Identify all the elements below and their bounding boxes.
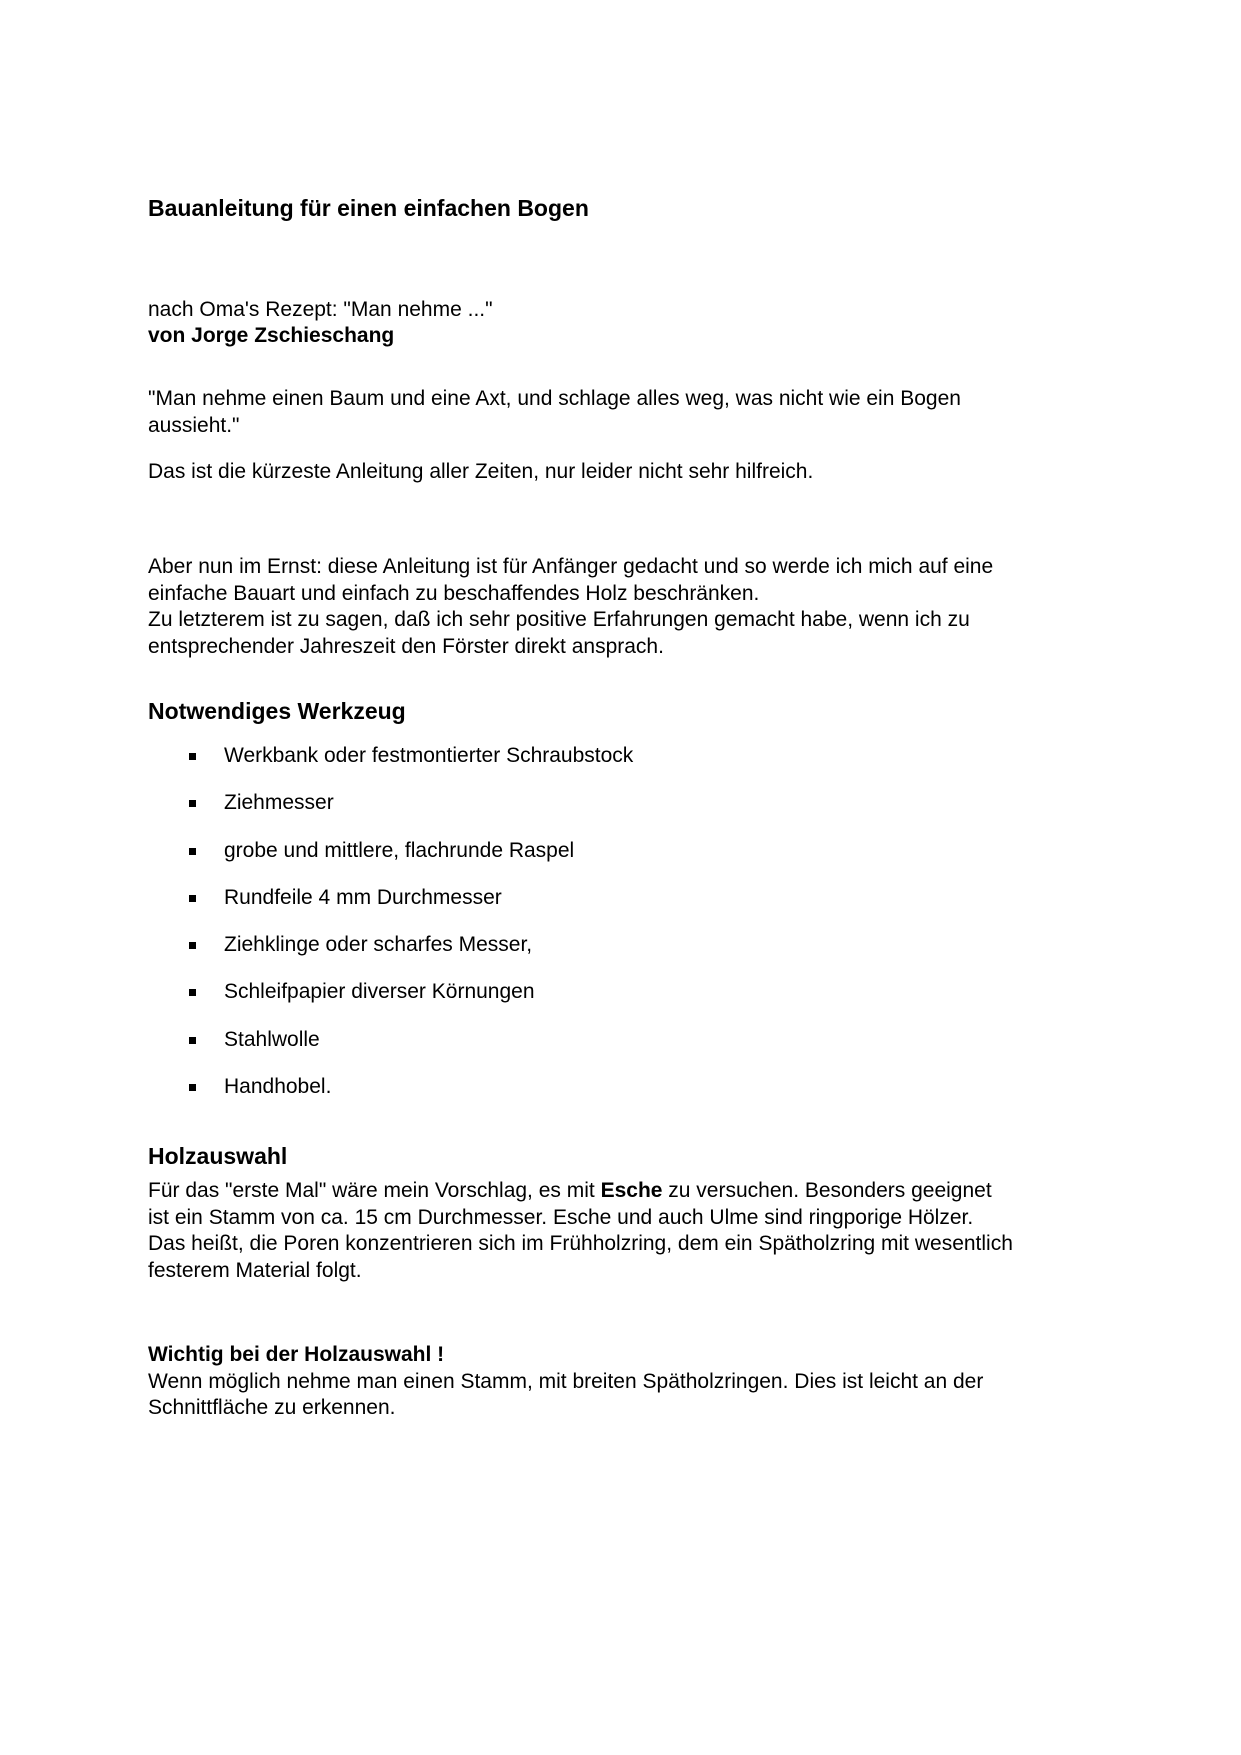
subtitle: nach Oma's Rezept: "Man nehme ..." [148, 298, 493, 321]
bullet-icon [189, 1037, 196, 1044]
bullet-icon [189, 895, 196, 902]
important-line: Schnittfläche zu erkennen. [148, 1396, 396, 1419]
wood-paragraph [148, 1178, 1013, 1284]
intro-line: entsprechender Jahreszeit den Förster direkt ansprach. [148, 634, 664, 658]
wood-line: Das heißt, die Poren konzentrieren sich im Frühholzring, dem ein Spätholzring mit wesentlich [148, 1232, 1013, 1255]
intro-line: Aber nun im Ernst: diese Anleitung ist für Anfänger gedacht und so werde ich mich auf eine [148, 555, 994, 578]
bullet-icon [189, 753, 196, 760]
quote-line: "Man nehme einen Baum und eine Axt, und schlage alles weg, was nicht wie ein Bogen [148, 387, 961, 410]
wood-type-esche: Esche [600, 1179, 663, 1202]
wood-line: festerem Material folgt. [148, 1258, 362, 1282]
intro-line: einfache Bauart und einfach zu beschaffendes Holz beschränken. [148, 581, 760, 605]
author-line: von Jorge Zschieschang [148, 324, 395, 347]
important-line: Wenn möglich nehme man einen Stamm, mit breiten Spätholzringen. Dies ist leicht an der [148, 1369, 984, 1393]
document-page: Bauanleitung für einen einfachen Bogen nach Oma's Rezept: "Man nehme ..." von Jorge Zschieschang "Man nehme einen Baum und eine Axt, und schlage alles weg, was nicht wie ein Bogen aussieht." Das ist die kürzeste Anleitung aller Zeiten, nur leider nicht sehr hilfreich. Aber nun im Ernst: diese Anleitung ist für Anfänger gedacht und so werde ich mich auf eine einfache Bauart und einfach zu beschaffendes Holz beschränken. Zu letzterem ist zu sagen, daß ich sehr positive Erfahrungen gemacht habe, wenn ich zu entsprechender Jahreszeit den Förster direkt ansprach. Notwendiges Werkzeug Werkbank oder festmontierter Schraubstock Ziehmesser grobe und mittlere, flachrunde Raspel Rundfeile 4 mm Durchmesser Ziehklinge oder scharfes Messer, Schleifpapier diverser Körnungen Stahlwolle Handhobel. Holzauswahl Für das "erste Mal" wäre mein Vorschlag, es mit Esche zu versuchen. Besonders geeignet ist ein Stamm von ca. 15 cm Durchmesser. Esche und auch Ulme sind ringporige Hölzer. Das heißt, die Poren konzentrieren sich im Frühholzring, dem ein Spätholzring mit wesentlich festerem Material folgt. Wichtig bei der Holzauswahl ! Wenn möglich nehme man einen Stamm, mit breiten Spätholzringen. Dies ist leicht an der Schnittfläche zu erkennen. [0, 0, 1241, 1755]
wood-line: ist ein Stamm von ca. 15 cm Durchmesser. Esche und auch Ulme sind ringporige Hölzer. [148, 1205, 974, 1229]
bullet-icon [189, 848, 196, 855]
wood-heading: Holzauswahl [148, 1143, 288, 1169]
comment-paragraph: Das ist die kürzeste Anleitung aller Zeiten, nur leider nicht sehr hilfreich. [148, 460, 814, 483]
document-title: Bauanleitung für einen einfachen Bogen [148, 195, 589, 221]
intro-paragraph [148, 554, 993, 660]
quote-line: aussieht." [148, 413, 240, 437]
tools-heading: Notwendiges Werkzeug [148, 698, 406, 724]
bullet-icon [189, 1084, 196, 1091]
intro-line: Zu letzterem ist zu sagen, daß ich sehr positive Erfahrungen gemacht habe, wenn ich zu [148, 608, 970, 631]
important-paragraph [148, 1342, 983, 1422]
quote-paragraph [148, 386, 961, 439]
wood-line: Für das "erste Mal" wäre mein Vorschlag, es mit Esche zu versuchen. Besonders geeignet [148, 1179, 992, 1202]
bullet-icon [189, 800, 196, 807]
bullet-icon [189, 942, 196, 949]
important-heading: Wichtig bei der Holzauswahl ! [148, 1343, 445, 1366]
bullet-icon [189, 989, 196, 996]
